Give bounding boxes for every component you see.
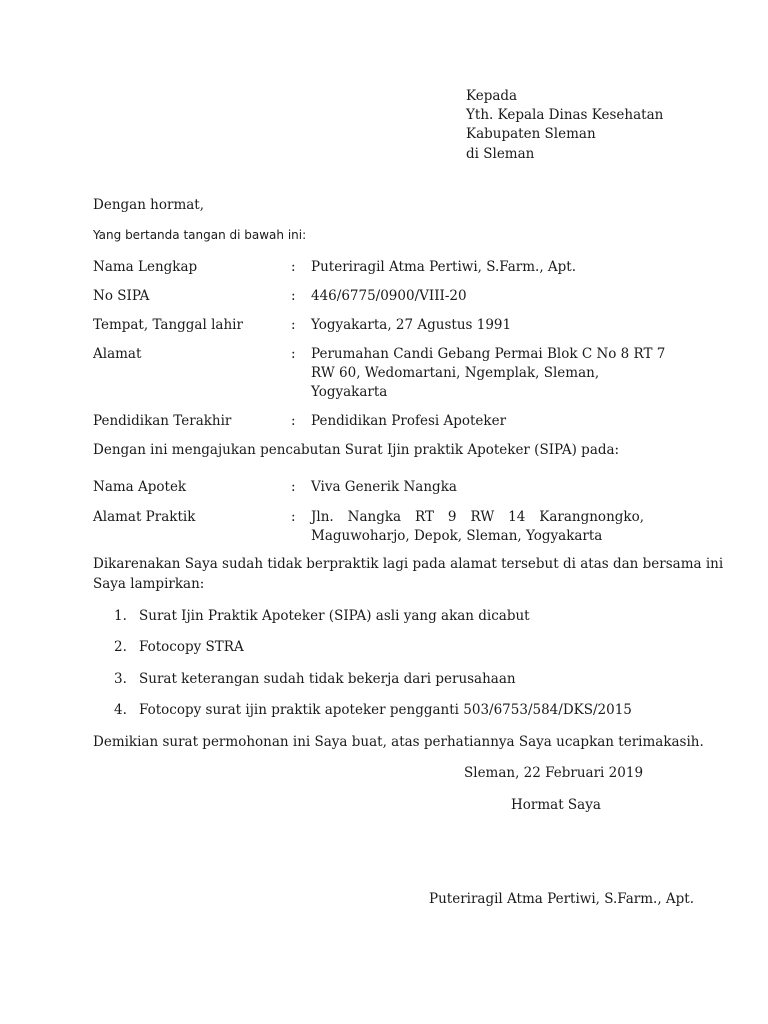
list-item-number: 2. <box>114 639 127 655</box>
practice-address-line-2: Maguwoharjo, Depok, Sleman, Yogyakarta <box>311 528 603 544</box>
education-label: Pendidikan Terakhir <box>93 413 232 429</box>
education-separator: : <box>291 413 296 429</box>
reason-line-1: Dikarenakan Saya sudah tidak berpraktik lagi pada alamat tersebut di atas dan bersama ini <box>93 556 724 572</box>
list-item-number: 3. <box>114 671 127 687</box>
list-item: Fotocopy surat ijin praktik apoteker pengganti 503/6753/584/DKS/2015 <box>139 702 632 718</box>
practice-address-label: Alamat Praktik <box>93 509 196 525</box>
practice-address-line-1: Jln. Nangka RT 9 RW 14 Karangnongko, <box>311 509 644 525</box>
list-item-number: 4. <box>114 702 127 718</box>
pharmacy-name-value: Viva Generik Nangka <box>311 479 457 495</box>
address-label: Alamat <box>93 346 142 362</box>
name-value: Puteriragil Atma Pertiwi, S.Farm., Apt. <box>311 259 577 275</box>
closing-text: Demikian surat permohonan ini Saya buat, atas perhatiannya Saya ucapkan terimakasih. <box>93 734 704 750</box>
address-line-3: Yogyakarta <box>311 384 388 400</box>
address-separator: : <box>291 346 296 362</box>
regards: Hormat Saya <box>511 797 601 813</box>
place-date: Sleman, 22 Februari 2019 <box>464 765 644 781</box>
address-line-2: RW 60, Wedomartani, Ngemplak, Sleman, <box>311 365 600 381</box>
birth-separator: : <box>291 317 296 333</box>
recipient-line-4: di Sleman <box>466 146 535 162</box>
sipa-value: 446/6775/0900/VIII-20 <box>311 288 467 304</box>
list-item: Fotocopy STRA <box>139 639 244 655</box>
recipient-line-3: Kabupaten Sleman <box>466 126 596 142</box>
name-separator: : <box>291 259 296 275</box>
name-label: Nama Lengkap <box>93 259 198 275</box>
pharmacy-name-separator: : <box>291 479 296 495</box>
birth-label: Tempat, Tanggal lahir <box>93 317 243 333</box>
list-item: Surat keterangan sudah tidak bekerja dari perusahaan <box>139 671 516 687</box>
address-line-1: Perumahan Candi Gebang Permai Blok C No 8 RT 7 <box>311 346 666 362</box>
recipient-line-2: Yth. Kepala Dinas Kesehatan <box>466 107 664 123</box>
recipient-line-1: Kepada <box>466 88 518 104</box>
salutation: Dengan hormat, <box>93 197 205 213</box>
birth-value: Yogyakarta, 27 Agustus 1991 <box>311 317 512 333</box>
list-item: Surat Ijin Praktik Apoteker (SIPA) asli yang akan dicabut <box>139 608 530 624</box>
sipa-label: No SIPA <box>93 288 150 304</box>
list-item-number: 1. <box>114 608 127 624</box>
practice-address-separator: : <box>291 509 296 525</box>
reason-line-2: Saya lampirkan: <box>93 576 205 592</box>
intro-text: Yang bertanda tangan di bawah ini: <box>93 228 307 242</box>
pharmacy-name-label: Nama Apotek <box>93 479 187 495</box>
education-value: Pendidikan Profesi Apoteker <box>311 413 507 429</box>
request-text: Dengan ini mengajukan pencabutan Surat Ijin praktik Apoteker (SIPA) pada: <box>93 442 620 458</box>
sipa-separator: : <box>291 288 296 304</box>
signatory-name: Puteriragil Atma Pertiwi, S.Farm., Apt. <box>429 891 695 907</box>
